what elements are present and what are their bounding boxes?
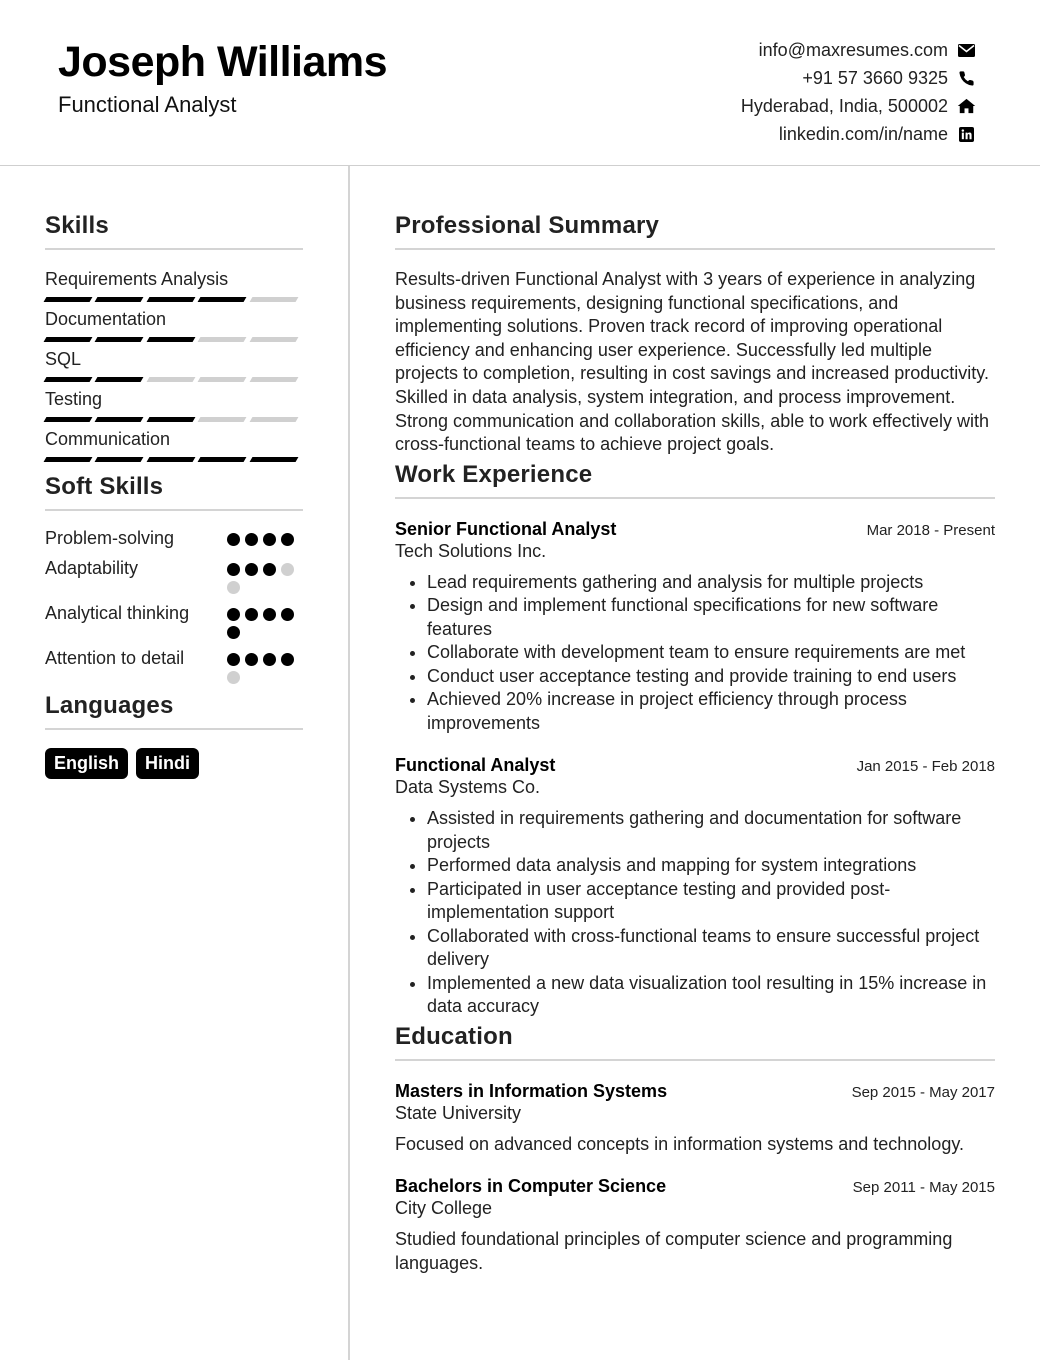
skill-level-segment xyxy=(146,417,195,422)
skill-level-bar xyxy=(45,377,303,382)
list-item: • Collaborate with development team to ensure requirements are met xyxy=(427,641,995,665)
skill-level-segment xyxy=(44,457,93,462)
job-date: Mar 2018 - Present xyxy=(866,521,995,539)
job-company: Tech Solutions Inc. xyxy=(395,540,547,561)
rating-dot xyxy=(227,608,240,621)
job-company: Data Systems Co. xyxy=(395,777,541,798)
skill-level-bar xyxy=(45,297,303,302)
language-badge: Hindi xyxy=(136,748,199,779)
soft-skill-item xyxy=(45,557,303,594)
rating-dot xyxy=(245,533,258,546)
home-icon xyxy=(956,96,976,116)
job-entry xyxy=(395,519,995,736)
soft-skill-item xyxy=(45,602,303,639)
skill-level-segment xyxy=(95,377,144,382)
soft-skill-name: Problem-solving xyxy=(45,528,175,548)
rating-dot xyxy=(227,581,240,594)
rating-dot xyxy=(281,563,294,576)
contact-list xyxy=(741,36,976,148)
skill-item xyxy=(45,348,303,382)
skill-name: Testing xyxy=(45,389,103,409)
column-divider xyxy=(348,166,350,1360)
rating-dot xyxy=(227,626,240,639)
rating-dot xyxy=(245,563,258,576)
summary-heading: Professional Summary xyxy=(395,212,995,250)
skill-level-segment xyxy=(95,337,144,342)
skill-level-bar xyxy=(45,417,303,422)
rating-dot xyxy=(281,608,294,621)
soft-skills-heading: Soft Skills xyxy=(45,473,303,511)
education-date: Sep 2015 - May 2017 xyxy=(851,1083,995,1101)
contact-address xyxy=(741,92,976,120)
skill-level-segment xyxy=(44,297,93,302)
list-item: • Lead requirements gathering and analysis for multiple projects xyxy=(427,571,995,595)
rating-dot xyxy=(263,533,276,546)
skill-level-segment xyxy=(44,377,93,382)
contact-linkedin-text: linkedin.com/in/name xyxy=(778,123,948,144)
job-entry xyxy=(395,755,995,1019)
school-name: State University xyxy=(395,1102,522,1123)
list-item: • Performed data analysis and mapping for system integrations xyxy=(427,854,995,878)
soft-skill-rating xyxy=(227,527,303,549)
skill-item xyxy=(45,268,303,302)
degree-title: Bachelors in Computer Science xyxy=(395,1176,667,1197)
list-item: • Participated in user acceptance testing and provided post-implementation support xyxy=(427,878,995,925)
envelope-icon xyxy=(956,40,976,60)
skill-level-segment xyxy=(198,457,247,462)
candidate-title: Functional Analyst xyxy=(58,92,237,117)
soft-skill-rating xyxy=(227,557,303,594)
skill-item xyxy=(45,308,303,342)
skill-level-segment xyxy=(95,417,144,422)
rating-dot xyxy=(245,653,258,666)
skill-level-segment xyxy=(146,297,195,302)
skill-level-segment xyxy=(198,297,247,302)
soft-skill-item xyxy=(45,647,303,684)
skill-level-segment xyxy=(249,457,298,462)
contact-phone[interactable] xyxy=(741,64,976,92)
job-date: Jan 2015 - Feb 2018 xyxy=(856,758,995,776)
soft-skill-rating xyxy=(227,647,303,684)
rating-dot xyxy=(281,653,294,666)
list-item: • Implemented a new data visualization tool resulting in 15% increase in data accuracy xyxy=(427,972,995,1019)
job-title: Functional Analyst xyxy=(395,755,556,776)
job-bullets xyxy=(395,807,995,1019)
contact-address-text: Hyderabad, India, 500002 xyxy=(740,95,948,116)
job-title: Senior Functional Analyst xyxy=(395,518,617,539)
skill-level-bar xyxy=(45,337,303,342)
job-bullets xyxy=(395,571,995,736)
skill-name: Documentation xyxy=(45,309,167,329)
soft-skill-name: Analytical thinking xyxy=(45,603,190,623)
skill-level-bar xyxy=(45,457,303,462)
contact-linkedin[interactable] xyxy=(741,120,976,148)
skill-level-segment xyxy=(146,337,195,342)
contact-phone-text: +91 57 3660 9325 xyxy=(802,67,948,88)
education-entry xyxy=(395,1176,995,1275)
skill-name: SQL xyxy=(45,349,82,369)
soft-skill-name: Attention to detail xyxy=(45,648,185,668)
soft-skills-list xyxy=(45,527,303,684)
list-item: • Assisted in requirements gathering and documentation for software projects xyxy=(427,807,995,854)
list-item: • Achieved 20% increase in project efficiency through process improvements xyxy=(427,688,995,735)
candidate-name: Joseph Williams xyxy=(58,38,388,86)
rating-dot xyxy=(263,653,276,666)
skill-item xyxy=(45,428,303,462)
soft-skill-item xyxy=(45,527,303,549)
rating-dot xyxy=(227,563,240,576)
skill-name: Communication xyxy=(45,429,171,449)
skill-level-segment xyxy=(95,297,144,302)
school-name: City College xyxy=(395,1198,493,1219)
education-description: Focused on advanced concepts in information systems and technology. xyxy=(395,1133,964,1154)
contact-email[interactable] xyxy=(741,36,976,64)
languages-list xyxy=(45,748,303,779)
skill-level-segment xyxy=(249,377,298,382)
skill-level-segment xyxy=(249,417,298,422)
skill-level-segment xyxy=(146,457,195,462)
education-heading: Education xyxy=(395,1023,995,1061)
skill-item xyxy=(45,388,303,422)
soft-skill-name: Adaptability xyxy=(45,558,139,578)
skill-level-segment xyxy=(44,337,93,342)
degree-title: Masters in Information Systems xyxy=(395,1080,668,1101)
soft-skill-rating xyxy=(227,602,303,639)
education-date: Sep 2011 - May 2015 xyxy=(852,1179,995,1197)
rating-dot xyxy=(263,563,276,576)
list-item: • Design and implement functional specifications for new software features xyxy=(427,594,995,641)
skill-level-segment xyxy=(249,337,298,342)
skill-level-segment xyxy=(146,377,195,382)
rating-dot xyxy=(245,608,258,621)
contact-email-text: info@maxresumes.com xyxy=(758,39,948,60)
list-item: • Collaborated with cross-functional teams to ensure successful project delivery xyxy=(427,925,995,972)
skills-list xyxy=(45,268,303,462)
language-badge: English xyxy=(45,748,128,779)
rating-dot xyxy=(263,608,276,621)
education-entry xyxy=(395,1081,995,1157)
work-heading: Work Experience xyxy=(395,461,995,499)
skill-level-segment xyxy=(198,417,247,422)
rating-dot xyxy=(227,533,240,546)
left-column xyxy=(45,166,303,779)
skill-name: Requirements Analysis xyxy=(45,269,229,289)
education-description: Studied foundational principles of computer science and programming languages. xyxy=(395,1229,953,1273)
rating-dot xyxy=(227,653,240,666)
skills-heading: Skills xyxy=(45,212,303,250)
languages-heading: Languages xyxy=(45,692,303,730)
skill-level-segment xyxy=(198,377,247,382)
skill-level-segment xyxy=(249,297,298,302)
rating-dot xyxy=(227,671,240,684)
list-item: • Conduct user acceptance testing and provide training to end users xyxy=(427,665,995,689)
right-column xyxy=(395,166,995,1275)
skill-level-segment xyxy=(198,337,247,342)
linkedin-icon xyxy=(956,124,976,144)
skill-level-segment xyxy=(95,457,144,462)
resume-header xyxy=(0,0,1040,166)
summary-text: Results-driven Functional Analyst with 3 years of experience in analyzing business requirements, designing functional specifications, and implementing solutions. Proven track record of improving operational efficiency and enhancing user experience. Successfully led multiple projects to completion, resulting in cost savings and increased productivity. Skilled in data analysis, system integration, and process improvement. Strong communication and collaboration skills, able to work effectively with cross-functional teams to achieve project goals. xyxy=(395,269,989,455)
rating-dot xyxy=(281,533,294,546)
skill-level-segment xyxy=(44,417,93,422)
phone-icon xyxy=(956,68,976,88)
